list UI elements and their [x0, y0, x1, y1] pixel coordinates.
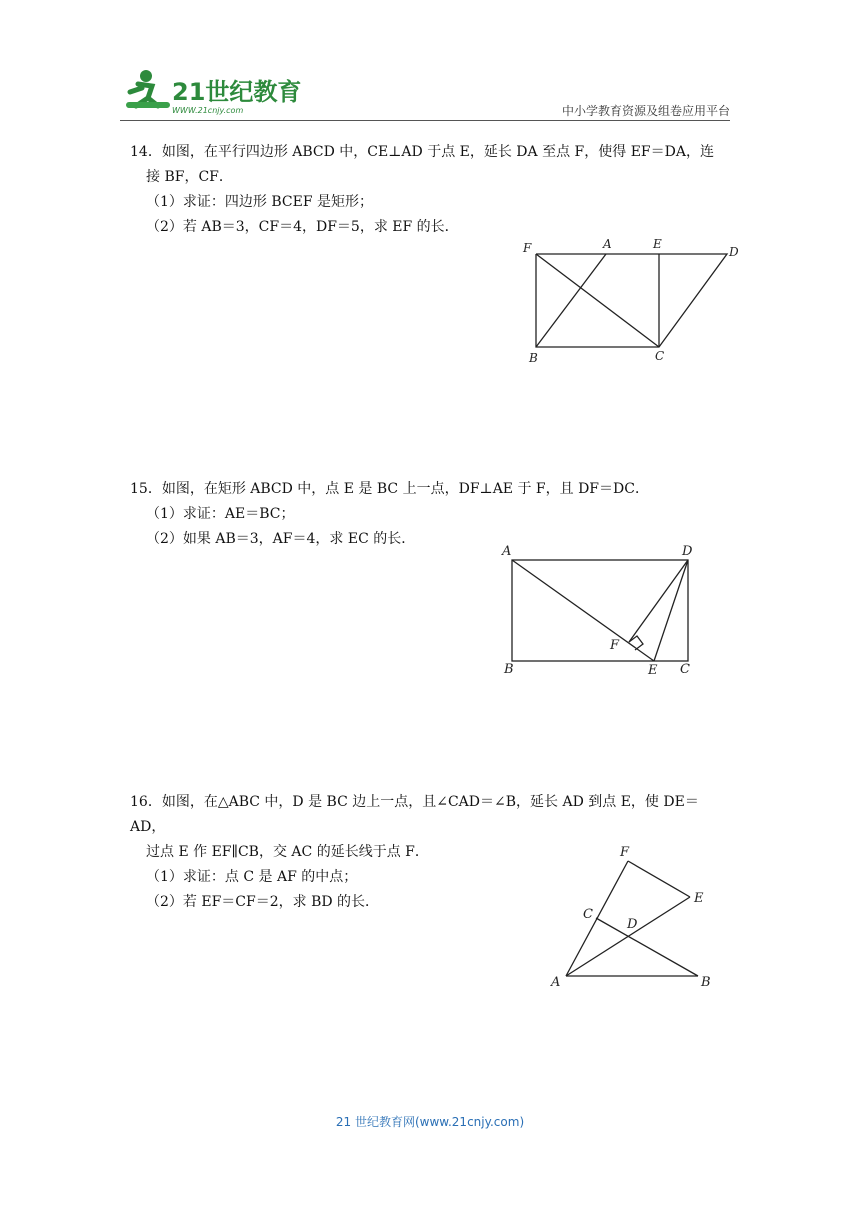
fig15-label-b: B: [504, 662, 514, 677]
problem-15-part-1: （1）求证：AE＝BC；: [146, 506, 295, 522]
fig16-label-e: E: [694, 891, 704, 906]
problem-14-line-2: 接 BF，CF．: [146, 169, 233, 185]
platform-tagline: 中小学教育资源及组卷应用平台: [561, 104, 730, 118]
fig14-label-a: A: [603, 237, 612, 251]
fig15-label-a: A: [502, 544, 512, 559]
problem-16-line-2: 过点 E 作 EF∥CB，交 AC 的延长线于点 F．: [146, 844, 429, 860]
problem-16-part-2: （2）若 EF＝CF＝2，求 BD 的长．: [146, 894, 380, 910]
fig16-label-d: D: [627, 917, 638, 932]
footer-link[interactable]: 21 世纪教育网(www.21cnjy.com): [335, 1115, 525, 1129]
figure-16: [545, 842, 725, 992]
logo: [120, 66, 320, 118]
problem-14-line-1: 14．如图，在平行四边形 ABCD 中，CE⊥AD 于点 E，延长 DA 至点 F，使得 EF＝DA，连: [130, 144, 714, 160]
fig16-label-a: A: [551, 975, 561, 990]
fig14-label-c: C: [655, 349, 665, 363]
fig16-label-b: B: [701, 975, 711, 990]
figure-15: [498, 540, 708, 680]
fig14-label-b: B: [529, 351, 538, 365]
problem-15-line-1: 15．如图，在矩形 ABCD 中，点 E 是 BC 上一点，DF⊥AE 于 F，且 DF＝DC．: [130, 481, 649, 497]
fig14-label-d: D: [729, 245, 739, 259]
page-header: [120, 66, 730, 120]
problem-14: [130, 140, 730, 240]
fig14-label-f: F: [523, 241, 532, 255]
problem-14-part-1: （1）求证：四边形 BCEF 是矩形；: [146, 194, 374, 210]
fig15-label-f: F: [610, 638, 620, 653]
figure-14: [515, 232, 750, 367]
fig15-label-c: C: [680, 662, 690, 677]
problem-14-part-2: （2）若 AB＝3，CF＝4，DF＝5，求 EF 的长．: [146, 219, 459, 235]
problem-16-line-1: 16．如图，在△ABC 中，D 是 BC 边上一点，且∠CAD＝∠B，延长 AD 到点 E，使 DE＝AD，: [130, 794, 699, 835]
fig16-label-c: C: [583, 907, 593, 922]
logo-text: 21世纪教育: [172, 78, 302, 106]
fig15-label-e: E: [648, 663, 658, 678]
header-divider: [120, 120, 730, 121]
fig14-label-e: E: [653, 237, 662, 251]
problem-16-part-1: （1）求证：点 C 是 AF 的中点；: [146, 869, 358, 885]
fig15-label-d: D: [682, 544, 693, 559]
logo-url: WWW.21cnjy.com: [172, 106, 244, 115]
problem-15-part-2: （2）如果 AB＝3，AF＝4，求 EC 的长．: [146, 531, 416, 547]
fig16-label-f: F: [620, 845, 630, 860]
